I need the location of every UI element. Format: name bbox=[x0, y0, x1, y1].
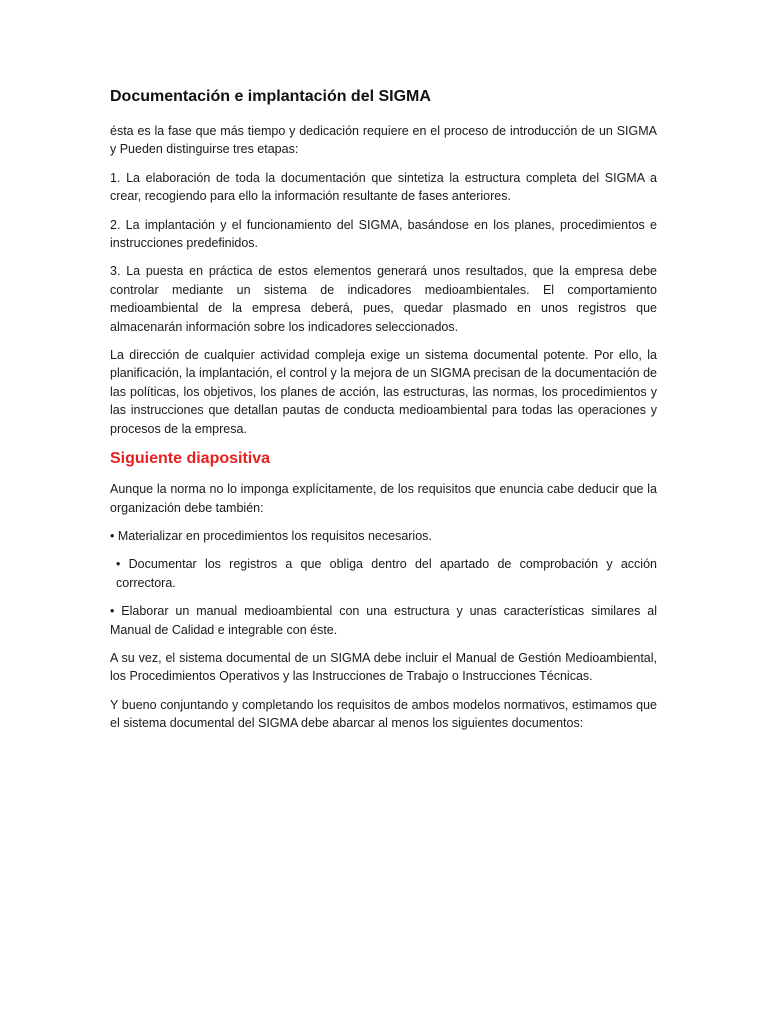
closing-paragraph: Y bueno conjuntando y completando los requisitos de ambos modelos normativos, estimamos que el sistema documental del SIGMA debe abarcar al menos los siguientes documentos: bbox=[110, 697, 657, 731]
document-title: Documentación e implantación del SIGMA bbox=[110, 88, 431, 105]
bullet-item-2: • Documentar los registros a que obliga dentro del apartado de comprobación y acción correctora. bbox=[116, 557, 657, 590]
norm-paragraph: Aunque la norma no lo imponga explícitamente, de los requisitos que enuncia cabe deducir que la organización debe también: bbox=[110, 482, 657, 515]
bullet-item-3: • Elaborar un manual medioambiental con una estructura y unas características similares al Manual de Calidad e integrable con éste. bbox=[110, 604, 657, 637]
section-heading: Siguiente diapositiva bbox=[110, 450, 271, 468]
stage-item-3: 3. La puesta en práctica de estos elementos generará unos resultados, que la empresa debe controlar mediante un sistema de indicadores medioambientales. El comportamiento medioambiental de la empresa deberá, pues, quedar plasmado en unos registros que almacenarán información sobre los indicadores seleccionados. bbox=[110, 264, 657, 334]
intro-paragraph: ésta es la fase que más tiempo y dedicación requiere en el proceso de introducción de un SIGMA y Pueden distinguirse tres etapas: bbox=[110, 124, 657, 157]
system-paragraph: A su vez, el sistema documental de un SIGMA debe incluir el Manual de Gestión Medioambiental, los Procedimientos Operativos y las Instrucciones de Trabajo o Instrucciones Técnicas. bbox=[110, 650, 657, 684]
document-page bbox=[110, 86, 657, 743]
bullet-item-1: • Materializar en procedimientos los requisitos necesarios. bbox=[110, 528, 432, 543]
direction-paragraph: La dirección de cualquier actividad compleja exige un sistema documental potente. Por ello, la planificación, la implantación, el control y la mejora de un SIGMA precisan de la documentación de las políticas, los objetivos, los planes de acción, las estructuras, las normas, los procedimientos y las instrucciones que detallan pautas de conducta medioambiental para todas las operaciones y procesos de la empresa. bbox=[110, 348, 657, 436]
stage-item-2: 2. La implantación y el funcionamiento del SIGMA, basándose en los planes, procedimientos e instrucciones predefinidos. bbox=[110, 217, 657, 251]
stage-item-1: 1. La elaboración de toda la documentación que sintetiza la estructura completa del SIGMA a crear, recogiendo para ello la información resultante de fases anteriores. bbox=[110, 170, 657, 204]
